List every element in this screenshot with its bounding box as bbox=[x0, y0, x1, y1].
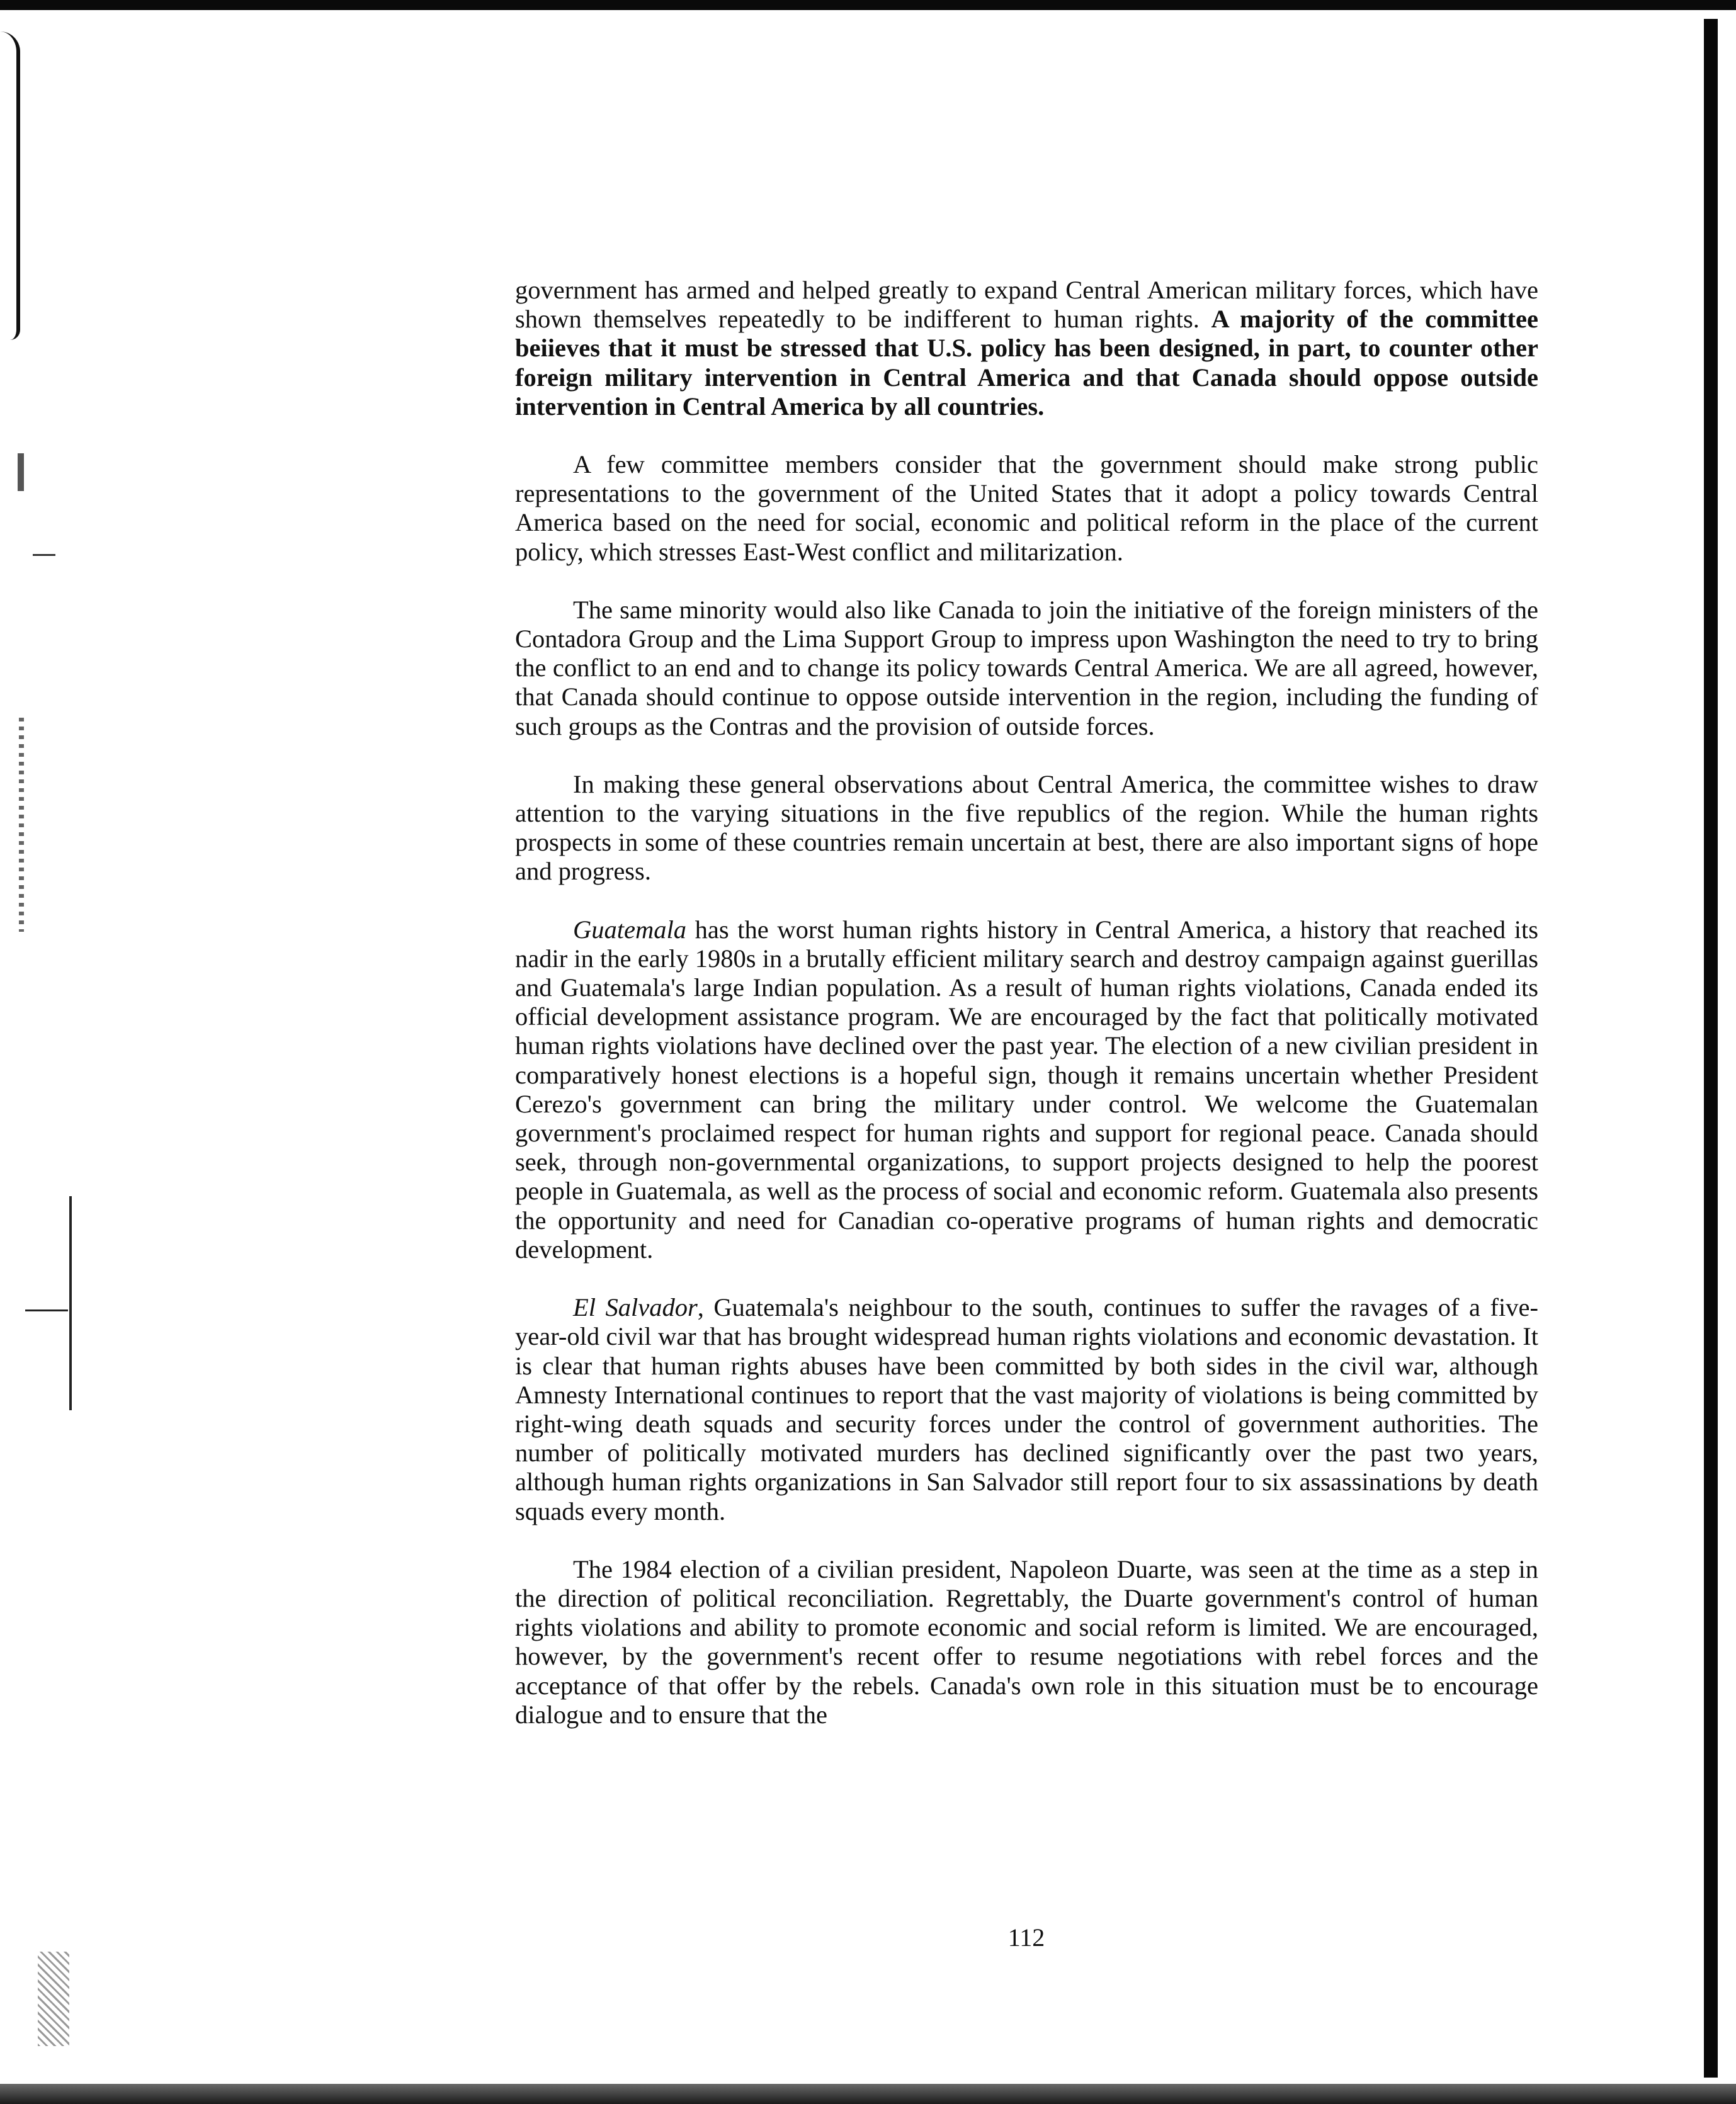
scan-margin-mark bbox=[69, 1196, 72, 1410]
paragraph-1 bbox=[515, 276, 1538, 421]
paragraph-1-bold-text: A majority of the committee beiieves that it must be stressed that U.S. policy has been designed, in part, to counter other foreign military intervention in Central America and that Canada should oppose outside intervention in Central America by all countries. bbox=[515, 305, 1538, 421]
paragraph-3: The same minority would also like Canada to join the initiative of the foreign ministers of the Contadora Group and the Lima Support Group to impress upon Washington the need to try to bring the conflict to an end and to change its policy towards Central America. We are all agreed, however, that Canada should continue to oppose outside intervention in the region, including the funding of such groups as the Contras and the provision of outside forces. bbox=[515, 595, 1538, 740]
scan-margin-mark bbox=[19, 718, 24, 932]
scan-margin-mark bbox=[25, 1309, 68, 1311]
paragraph-1-text: government has armed and helped greatly to expand Central American military forces, which have shown themselves repeatedly to be indifferent to human rights. bbox=[515, 276, 1538, 334]
paragraph-guatemala bbox=[515, 915, 1538, 1264]
country-heading-guatemala: Guatemala bbox=[573, 915, 686, 944]
scan-margin-mark bbox=[18, 453, 24, 491]
paragraph-guatemala-text: has the worst human rights history in Central America, a history that reached its nadir in the early 1980s in a brutally efficient military search and destroy campaign against guerillas and Guatemala's large Indian population. As a result of human rights violations, Canada ended its official development assistance program. We are encouraged by the fact that politically motivated human rights violations have declined over the past year. The election of a new civilian president in comparatively honest elections is a hopeful sign, though it remains uncertain whether President Cerezo's government can bring the military under control. We welcome the Guatemalan government's proclaimed respect for human rights and support for regional peace. Canada should seek, through non-governmental organizations, to support projects designed to help the poorest people in Guatemala, as well as the process of social and economic reform. Guatemala also presents the opportunity and need for Canadian co-operative programs of human rights and democratic development. bbox=[515, 915, 1538, 1264]
scan-top-edge bbox=[0, 0, 1736, 10]
scan-right-border bbox=[1704, 19, 1718, 2078]
scan-binding-bracket bbox=[0, 31, 20, 340]
page-number: 112 bbox=[1007, 1923, 1045, 1952]
paragraph-el-salvador-text: , Guatemala's neighbour to the south, continues to suffer the ravages of a five-year-old civil war that has brought widespread human rights violations and economic devastation. It is clear that human rights abuses have been committed by both sides in the civil war, although Amnesty International continues to report that the vast majority of violations is being committed by right-wing death squads and security forces under the control of government authorities. The number of politically motivated murders has declined significantly over the past two years, although human rights organizations in San Salvador still report four to six assassinations by death squads every month. bbox=[515, 1293, 1538, 1525]
scan-margin-mark bbox=[38, 1952, 69, 2046]
scan-margin-mark bbox=[33, 554, 55, 556]
document-body bbox=[515, 276, 1538, 1758]
paragraph-7: The 1984 election of a civilian president, Napoleon Duarte, was seen at the time as a step in the direction of political reconciliation. Regrettably, the Duarte government's control of human rights violations and ability to promote economic and social reform is limited. We are encouraged, however, by the government's recent offer to resume negotiations with rebel forces and the acceptance of that offer by the rebels. Canada's own role in this situation must be to encourage dialogue and to ensure that the bbox=[515, 1554, 1538, 1729]
paragraph-2: A few committee members consider that the government should make strong public representations to the government of the United States that it adopt a policy towards Central America based on the need for social, economic and political reform in the place of the current policy, which stresses East-West conflict and militarization. bbox=[515, 450, 1538, 566]
scan-bottom-edge bbox=[0, 2084, 1736, 2104]
country-heading-el-salvador: El Salvador bbox=[573, 1293, 698, 1322]
paragraph-4: In making these general observations about Central America, the committee wishes to draw attention to the varying situations in the five republics of the region. While the human rights prospects in some of these countries remain uncertain at best, there are also important signs of hope and progress. bbox=[515, 769, 1538, 886]
paragraph-el-salvador bbox=[515, 1293, 1538, 1526]
